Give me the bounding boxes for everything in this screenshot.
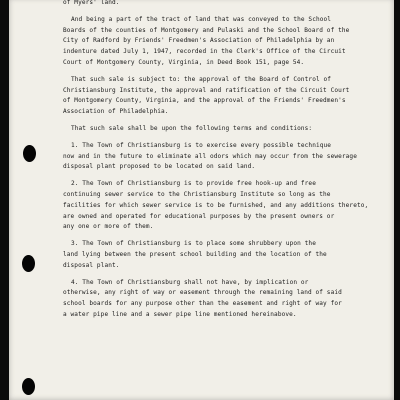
document-line: Association of Philadelphia. [63,108,169,116]
document-line: facilities for which sewer service is to be furnished, and any additions thereto, [63,201,369,209]
document-line: 4. The Town of Christiansburg shall not have, by implication or [71,278,309,286]
punch-hole [22,255,35,272]
document-line: are owned and operated for educational purposes by the present owners or [63,212,335,220]
document-line: land lying between the present school building and the location of the [63,250,327,258]
punch-hole [23,145,36,162]
document-line: 1. The Town of Christiansburg is to exercise every possible technique [71,141,332,149]
document-line: And being a part of the tract of land that was conveyed to the School [71,15,332,23]
document-body [63,0,399,321]
document-line: of Montgomery County, Virginia, and the approval of the Friends' Freedmen's [63,97,346,105]
document-line: school boards for any purpose other than the easement and right of way for [63,300,342,308]
document-line: otherwise, any right of way or easement through the remaining land of said [63,289,342,297]
document-line: Boards of the counties of Montgomery and Pulaski and the School Board of the [63,26,350,34]
document-line: of Myers' land. [63,0,120,6]
document-line: Court of Montgomery County, Virginia, in Deed Book 151, page 54. [63,58,305,66]
document-line: any one or more of them. [63,223,154,231]
document-line: disposal plant. [63,261,120,269]
document-line: indenture dated July 1, 1947, recorded in the Clerk's Office of the Circuit [63,48,346,56]
document-line: disposal plant proposed to be located on said land. [63,163,256,171]
punch-hole [22,378,35,395]
document-line: continuing sewer service to the Christiansburg Institute so long as the [63,190,331,198]
document-line: 3. The Town of Christiansburg is to place some shrubbery upon the [71,240,316,248]
document-line: That such sale is subject to: the approval of the Board of Control of [71,75,332,83]
document-line: now and in the future to eliminate all odors which may occur from the sewerage [63,152,357,160]
document-line: 2. The Town of Christiansburg is to provide free hook-up and free [71,180,316,188]
document-line: Christiansburg Institute, the approval and ratification of the Circuit Court [63,86,350,94]
document-page [9,0,394,400]
document-line: a water pipe line and a sewer pipe line mentioned hereinabove. [63,310,297,318]
document-line: That such sale shall be upon the following terms and conditions: [71,124,313,132]
document-line: City of Radford by Friends' Freedmen's Association of Philadelphia by an [63,37,335,45]
